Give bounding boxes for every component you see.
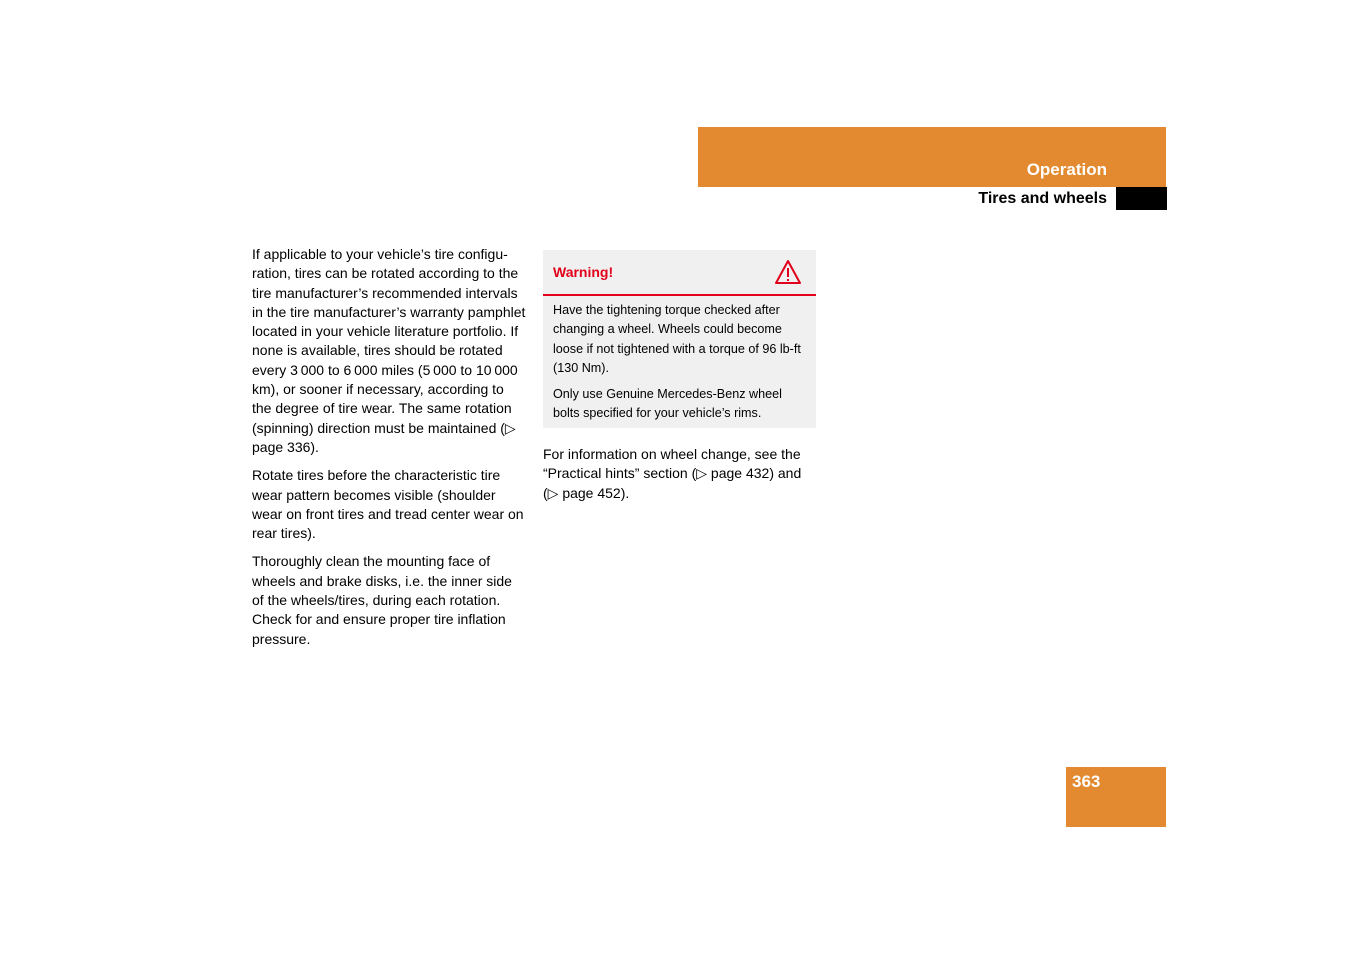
- subsection-title: Tires and wheels: [978, 190, 1107, 207]
- paragraph-wheel-change-reference: For information on wheel change, see the “Practical hints” section (▷ page 432) and (▷ page 452).: [543, 446, 802, 501]
- warning-triangle-icon: [774, 259, 802, 285]
- middle-text-column: [543, 445, 819, 512]
- warning-header: [543, 250, 816, 296]
- left-text-column: [252, 245, 526, 658]
- chapter-tab-marker: [1116, 187, 1167, 210]
- page-number-box: [1066, 767, 1166, 827]
- section-title: Operation: [1026, 160, 1107, 179]
- warning-body: [543, 296, 816, 424]
- warning-paragraph-torque: Have the tightening torque checked after changing a wheel. Wheels could become loose if not tightened with a torque of 96 lb-ft (130 Nm).: [553, 303, 801, 375]
- paragraph-clean-mounting-face: Thoroughly clean the mounting face of wheels and brake disks, i.e. the inner side of the wheels/tires, during each rotation. Check for and ensure proper tire inflation pressure.: [252, 553, 512, 647]
- warning-box: [543, 250, 816, 428]
- paragraph-rotate-before-wear: Rotate tires before the characteristic tire wear pattern becomes visible (shoulder wear on front tires and tread center wear on rear tires).: [252, 467, 524, 542]
- page-number: 363: [1072, 772, 1101, 791]
- warning-label: Warning!: [553, 264, 614, 280]
- paragraph-rotation-intervals: If applicable to your vehicle’s tire configuration, tires can be rotated according to the tire manufacturer’s recommended intervals in the tire manufacturer’s warranty pamphlet located in your vehicle literature portfolio. If none is available, tires should be rotated every 3 000 to 6 000 miles (5 000 to 10 000 km), or sooner if necessary, according to the degree of tire wear. The same rotation (spinning) direction must be maintained (▷ page 336).: [252, 246, 526, 455]
- warning-paragraph-bolts: Only use Genuine Mercedes-Benz wheel bolts specified for your vehicle’s rims.: [553, 387, 782, 421]
